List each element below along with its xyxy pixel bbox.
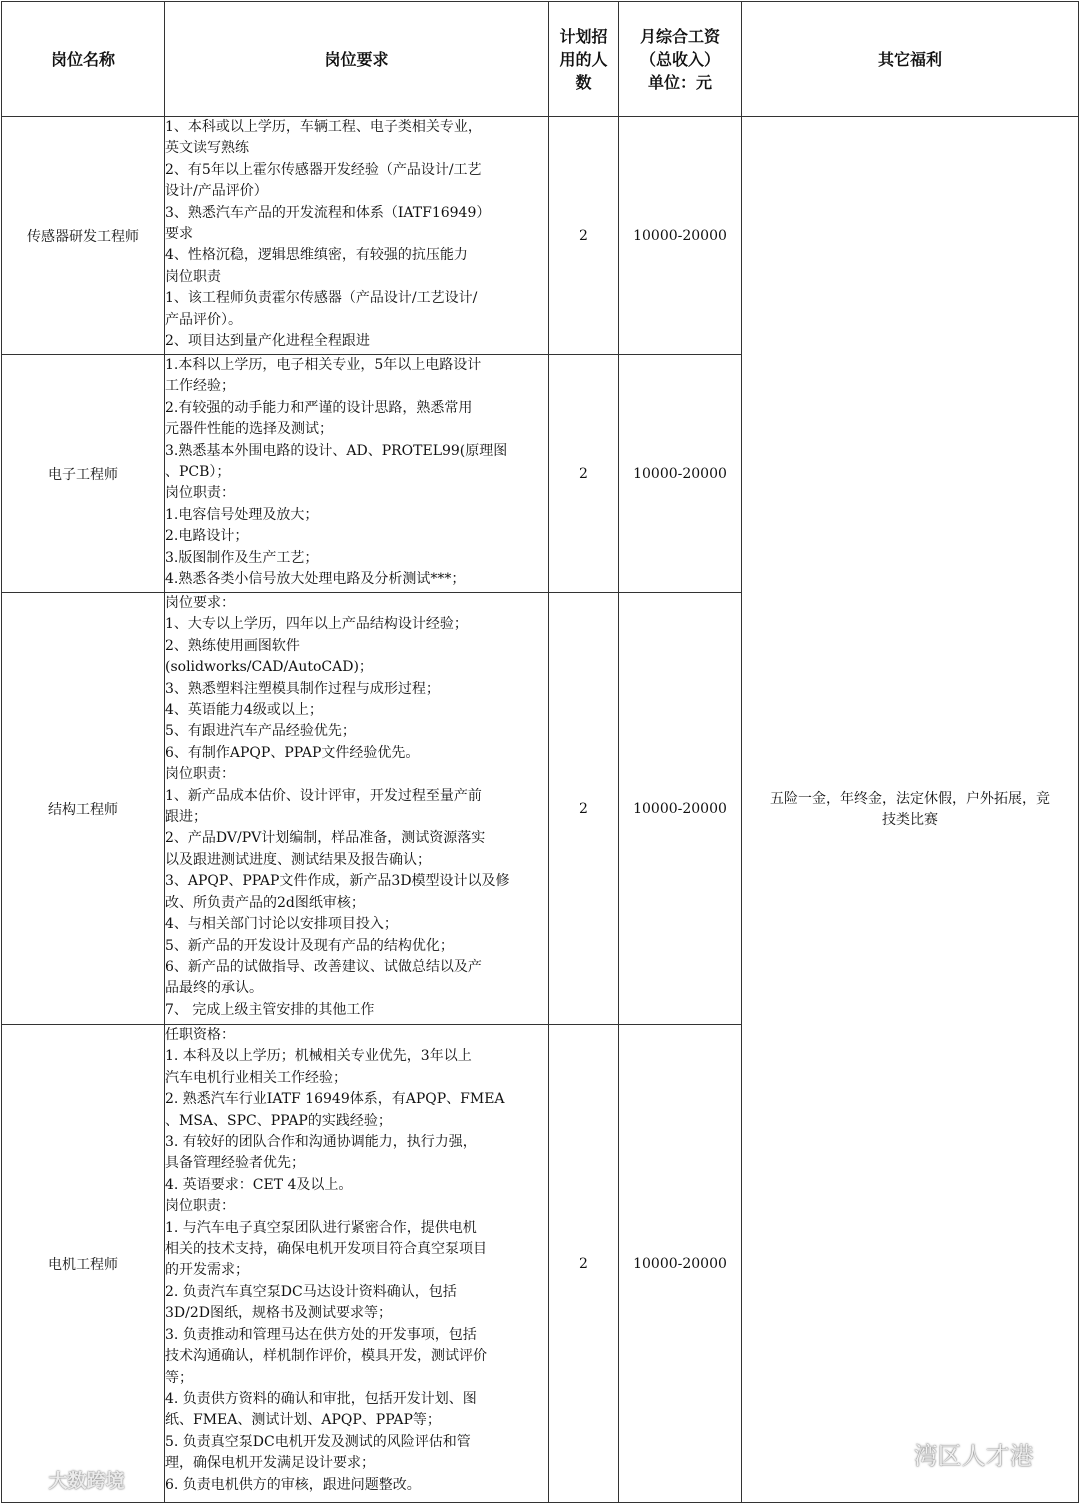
position-name-cell: 结构工程师	[2, 593, 165, 1025]
requirement-line: 3. 有较好的团队合作和沟通协调能力，执行力强，	[165, 1134, 477, 1151]
header-salary-line: 月综合工资	[639, 26, 720, 46]
planned-count-cell: 2	[549, 117, 619, 355]
requirement-line: 1、该工程师负责霍尔传感器（产品设计/工艺设计/	[165, 290, 478, 307]
benefits-cell	[742, 117, 1079, 1503]
salary-cell: 10000-20000	[619, 593, 742, 1025]
requirement-line: 2、项目达到量产化进程全程跟进	[165, 333, 370, 350]
requirement-line: 6、新产品的试做指导、改善建议、试做总结以及产	[165, 958, 482, 975]
salary-cell: 10000-20000	[619, 355, 742, 593]
requirement-line: 改、所负责产品的2d图纸审核；	[165, 894, 365, 911]
weibo-logo-icon	[10, 1473, 38, 1491]
benefits-line: 五险一金，年终金，法定休假，户外拓展，竞	[770, 790, 1050, 807]
header-count-line: 用的人	[559, 49, 608, 69]
requirement-line: 6. 负责电机供方的审核，跟进问题整改。	[165, 1476, 421, 1493]
requirement-line: 具备管理经验者优先；	[165, 1155, 305, 1172]
requirement-line: 2.电路设计；	[165, 528, 249, 545]
requirement-line: 3.熟悉基本外围电路的设计、AD、PROTEL99(原理图	[165, 442, 508, 459]
requirement-line: 岗位职责：	[165, 1198, 235, 1215]
requirement-line: 1、大专以上学历，四年以上产品结构设计经验；	[165, 616, 468, 633]
requirement-line: 英文读写熟练	[165, 140, 249, 157]
job-table	[1, 1, 1079, 1503]
requirement-line: 设计/产品评价）	[165, 183, 268, 200]
requirement-line: 技术沟通确认，样机制作评价，模具开发，测试评价	[165, 1348, 487, 1365]
watermark-left	[10, 1466, 125, 1493]
header-count-line: 计划招	[559, 26, 608, 46]
planned-count-cell: 2	[549, 1025, 619, 1503]
requirement-line: 4.熟悉各类小信号放大处理电路及分析测试***；	[165, 571, 466, 588]
watermark-right-text: 湾区人才港	[913, 1442, 1034, 1470]
requirement-line: 岗位职责：	[165, 485, 235, 502]
requirement-line: 岗位职责	[165, 268, 221, 285]
requirement-line: 跟进；	[165, 809, 207, 826]
requirement-line: 6、有制作APQP、PPAP文件经验优先。	[165, 744, 420, 761]
requirement-line: 2、产品DV/PV计划编制，样品准备，测试资源落实	[165, 830, 486, 847]
header-position-name: 岗位名称	[2, 2, 165, 117]
position-name-cell: 电机工程师	[2, 1025, 165, 1503]
requirements-cell	[165, 117, 549, 355]
planned-count-cell: 2	[549, 593, 619, 1025]
requirement-line: 、MSA、SPC、PPAP的实践经验；	[165, 1112, 392, 1129]
requirement-line: 工作经验；	[165, 378, 235, 395]
requirement-line: 1.电容信号处理及放大；	[165, 506, 319, 523]
table-row	[2, 117, 1079, 355]
requirements-cell	[165, 1025, 549, 1503]
requirement-line: 2.有较强的动手能力和严谨的设计思路，熟悉常用	[165, 399, 473, 416]
requirement-line: 1、本科或以上学历，车辆工程、电子类相关专业，	[165, 119, 482, 135]
requirement-line: 的开发需求；	[165, 1262, 249, 1279]
header-salary-line: 单位：元	[647, 72, 712, 92]
requirement-line: 岗位要求：	[165, 595, 235, 611]
requirement-line: 4、性格沉稳，逻辑思维缜密，有较强的抗压能力	[165, 247, 468, 264]
requirement-line: 3、APQP、PPAP文件作成，新产品3D模型设计以及修	[165, 873, 510, 890]
requirement-line: 、PCB）；	[165, 464, 231, 481]
requirement-line: 品最终的承认。	[165, 980, 263, 997]
header-other-benefits: 其它福利	[742, 2, 1079, 117]
requirement-line: 3D/2D图纸，规格书及测试要求等；	[165, 1305, 392, 1322]
requirement-line: 等；	[165, 1369, 193, 1386]
requirement-line: 要求	[165, 226, 193, 243]
planned-count-cell: 2	[549, 355, 619, 593]
requirement-line: 2、有5年以上霍尔传感器开发经验（产品设计/工艺	[165, 161, 482, 178]
requirement-line: 2、熟练使用画图软件	[165, 637, 300, 654]
requirements-cell	[165, 593, 549, 1025]
requirement-line: 1、新产品成本估价、设计评审，开发过程至量产前	[165, 787, 482, 804]
requirement-line: (solidworks/CAD/AutoCAD)；	[165, 659, 373, 676]
requirement-line: 4、与相关部门讨论以安排项目投入；	[165, 916, 398, 933]
requirement-line: 2. 负责汽车真空泵DC马达设计资料确认，包括	[165, 1283, 457, 1300]
requirement-line: 产品评价）。	[165, 311, 242, 328]
requirement-line: 5、新产品的开发设计及现有产品的结构优化；	[165, 937, 454, 954]
requirement-line: 1. 本科及以上学历；机械相关专业优先，3年以上	[165, 1048, 472, 1065]
requirement-line: 4. 负责供方资料的确认和审批，包括开发计划、图	[165, 1390, 477, 1407]
requirement-line: 4、英语能力4级或以上；	[165, 702, 323, 719]
requirement-line: 纸、FMEA、测试计划、APQP、PPAP等；	[165, 1412, 441, 1429]
requirement-line: 岗位职责：	[165, 766, 235, 783]
requirement-line: 3.版图制作及生产工艺；	[165, 549, 319, 566]
requirement-line: 3、熟悉塑料注塑模具制作过程与成形过程；	[165, 680, 440, 697]
header-planned-count	[549, 2, 619, 117]
header-count-line: 数	[575, 72, 592, 92]
job-table-body	[2, 117, 1079, 1503]
requirement-line: 汽车电机行业相关工作经验；	[165, 1069, 347, 1086]
position-name-cell: 电子工程师	[2, 355, 165, 593]
header-requirements: 岗位要求	[165, 2, 549, 117]
requirement-line: 3、熟悉汽车产品的开发流程和体系（IATF16949）	[165, 204, 491, 221]
requirement-line: 2. 熟悉汽车行业IATF 16949体系，有APQP、FMEA	[165, 1091, 505, 1108]
position-name-cell: 传感器研发工程师	[2, 117, 165, 355]
requirement-line: 以及跟进测试进度、测试结果及报告确认；	[165, 851, 431, 868]
header-monthly-salary	[619, 2, 742, 117]
watermark-left-text: 大数跨境	[48, 1470, 125, 1492]
requirements-cell	[165, 355, 549, 593]
requirement-line: 相关的技术支持，确保电机开发项目符合真空泵项目	[165, 1241, 487, 1258]
requirement-line: 理，确保电机开发满足设计要求；	[165, 1455, 375, 1472]
requirement-line: 7、 完成上级主管安排的其他工作	[165, 1001, 375, 1018]
benefits-line: 技类比赛	[882, 811, 938, 828]
requirement-line: 5. 负责真空泵DC电机开发及测试的风险评估和管	[165, 1433, 471, 1450]
header-salary-line: （总收入）	[639, 49, 720, 69]
header-row	[2, 2, 1079, 117]
salary-cell: 10000-20000	[619, 1025, 742, 1503]
requirement-line: 1.本科以上学历，电子相关专业，5年以上电路设计	[165, 357, 482, 373]
requirement-line: 5、有跟进汽车产品经验优先；	[165, 723, 356, 740]
requirement-line: 1. 与汽车电子真空泵团队进行紧密合作，提供电机	[165, 1219, 477, 1236]
wechat-logo-icon	[866, 1446, 900, 1468]
requirement-line: 任职资格：	[165, 1027, 235, 1043]
salary-cell: 10000-20000	[619, 117, 742, 355]
requirement-line: 3. 负责推动和管理马达在供方处的开发事项，包括	[165, 1326, 477, 1343]
requirement-line: 4. 英语要求：CET 4及以上。	[165, 1176, 353, 1193]
requirement-line: 元器件性能的选择及测试；	[165, 421, 333, 438]
watermark-right	[866, 1436, 1034, 1471]
